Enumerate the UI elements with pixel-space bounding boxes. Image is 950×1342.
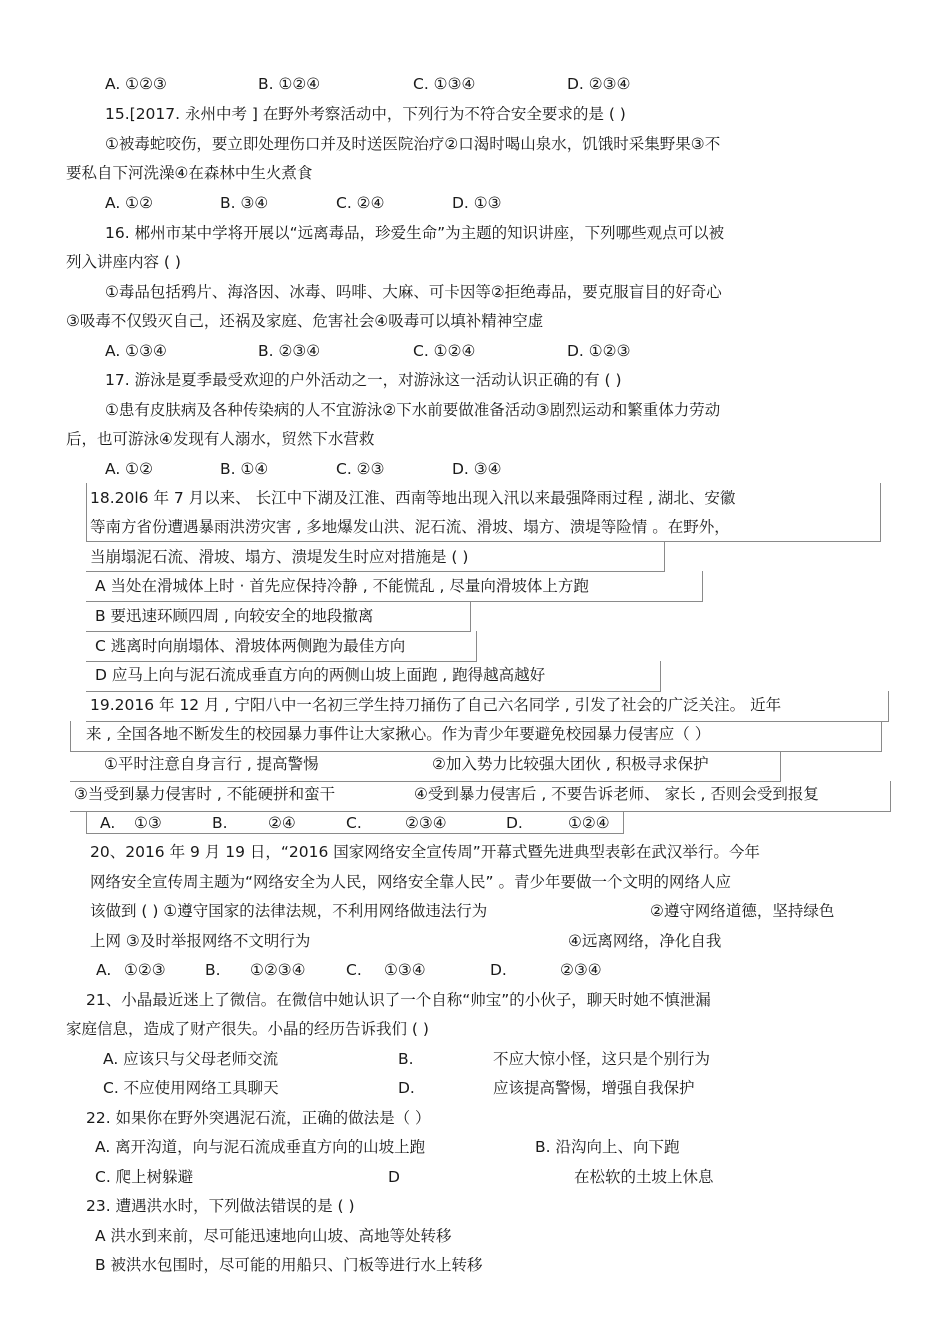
q20-option-b-label: B. [205, 961, 221, 979]
q21-stem-1: 21、小晶最近迷上了微信。在微信中她认识了一个自称“帅宝”的小伙子，聊天时她不慎泄漏 [86, 991, 711, 1009]
q20-option-a-value: ①②③ [124, 961, 166, 979]
q19-option-b-label: B. [212, 814, 228, 832]
q15-statements-2: 要私自下河洗澡④在森林中生火煮食 [66, 164, 313, 182]
q17-option-d: D. ③④ [452, 460, 502, 478]
q20-option-a-label: A. [96, 961, 112, 979]
q19-option-c-value: ②③④ [405, 814, 447, 832]
q21-option-c: C. 不应使用网络工具聊天 [103, 1079, 279, 1097]
q17-statements-2: 后，也可游泳④发现有人溺水，贸然下水营救 [66, 430, 375, 448]
q16-stem-1: 16. 郴州市某中学将开展以“远离毒品，珍爱生命”为主题的知识讲座，下列哪些观点可以被 [105, 224, 725, 242]
q20-statement-3: 上网 ③及时举报网络不文明行为 [90, 932, 311, 950]
q21-option-a: A. 应该只与父母老师交流 [103, 1050, 279, 1068]
q20-stem-1: 20、2016 年 9 月 19 日，“2016 国家网络安全宣传周”开幕式暨先进典型表彰在武汉举行。今年 [90, 843, 760, 861]
q22-stem: 22. 如果你在野外突遇泥石流，正确的做法是（ ） [86, 1109, 431, 1127]
q20-statement-1: 该做到 ( ) ①遵守国家的法律法规，不利用网络做违法行为 [90, 902, 488, 920]
q18-stem-3: 当崩塌泥石流、滑坡、塌方、溃堤发生时应对措施是 ( ) [90, 548, 469, 566]
q16-option-a: A. ①③④ [105, 342, 167, 360]
q20-option-b-value: ①②③④ [250, 961, 306, 979]
q20-statement-2: ②遵守网络道德，坚持绿色 [650, 902, 835, 920]
q16-stem-2: 列入讲座内容 ( ) [66, 253, 181, 271]
q16-statements-2: ③吸毒不仅毁灭自己，还祸及家庭、危害社会④吸毒可以填补精神空虚 [66, 312, 544, 330]
q23-option-a: A 洪水到来前，尽可能迅速地向山坡、高地等处转移 [95, 1227, 452, 1245]
q15-option-d: D. ①③ [452, 194, 502, 212]
q22-option-a: A. 离开沟道，向与泥石流成垂直方向的山坡上跑 [95, 1138, 426, 1156]
q19-statement-2: ②加入势力比较强大团伙 , 积极寻求保护 [432, 755, 709, 773]
q15-stem: 15.[2017. 永州中考 ] 在野外考察活动中，下列行为不符合安全要求的是 ( ) [105, 105, 626, 123]
q22-option-c: C. 爬上树躲避 [95, 1168, 194, 1186]
q16-option-c: C. ①②④ [413, 342, 476, 360]
q21-stem-2: 家庭信息，造成了财产很失。小晶的经历告诉我们 ( ) [66, 1020, 429, 1038]
q21-option-d-label: D. [398, 1079, 415, 1097]
q18-option-c: C 逃离时向崩塌体、滑坡体两侧跑为最佳方向 [95, 637, 406, 655]
q22-option-d-value: 在松软的土坡上休息 [574, 1168, 714, 1186]
q19-stem-1: 19.2016 年 12 月 , 宁阳八中一名初三学生持刀捅伤了自己六名同学 , 引发了社会的广泛关注。 近年 [90, 696, 782, 714]
q14-option-d: D. ②③④ [567, 75, 631, 93]
q19-option-a-value: ①③ [134, 814, 162, 832]
q22-option-d-label: D [388, 1168, 400, 1186]
q15-option-c: C. ②④ [336, 194, 385, 212]
q19-statement-1: ①平时注意自身言行 , 提高警惕 [104, 755, 319, 773]
q14-option-a: A. ①②③ [105, 75, 167, 93]
q16-option-b: B. ②③④ [258, 342, 321, 360]
q16-option-d: D. ①②③ [567, 342, 631, 360]
q15-statements-1: ①被毒蛇咬伤，要立即处理伤口并及时送医院治疗②口渴时喝山泉水，饥饿时采集野果③不 [105, 135, 721, 153]
q18-stem-2: 等南方省份遭遇暴雨洪涝灾害 , 多地爆发山洪、泥石流、滑坡、塌方、溃堤等险情 。在野外， [90, 518, 730, 536]
q19-option-c-label: C. [346, 814, 362, 832]
q17-statements-1: ①患有皮肤病及各种传染病的人不宜游泳②下水前要做准备活动③剧烈运动和繁重体力劳动 [105, 401, 721, 419]
q21-option-b-label: B. [398, 1050, 414, 1068]
q17-option-c: C. ②③ [336, 460, 385, 478]
q19-stem-2: 来 , 全国各地不断发生的校园暴力事件让大家揪心。作为青少年要避免校园暴力侵害应（ ） [86, 725, 711, 743]
q15-option-a: A. ①② [105, 194, 153, 212]
q19-statement-3: ③当受到暴力侵害时 , 不能硬拼和蛮干 [74, 785, 336, 803]
q14-option-c: C. ①③④ [413, 75, 476, 93]
q19-statement-4: ④受到暴力侵害后 , 不要告诉老师、 家长 , 否则会受到报复 [414, 785, 819, 803]
q20-statement-4: ④远离网络，净化自我 [568, 932, 722, 950]
q14-option-b: B. ①②④ [258, 75, 321, 93]
q20-option-d-value: ②③④ [560, 961, 602, 979]
q21-option-d-value: 应该提高警惕，增强自我保护 [493, 1079, 695, 1097]
q18-stem-1: 18.20l6 年 7 月以来、 长江中下湖及江淮、西南等地出现入汛以来最强降雨过程 , 湖北、安徽 [90, 489, 736, 507]
q19-option-a-label: A. [100, 814, 116, 832]
q19-option-d-value: ①②④ [568, 814, 610, 832]
q23-stem: 23. 遭遇洪水时，下列做法错误的是 ( ) [86, 1197, 355, 1215]
q18-option-d: D 应马上向与泥石流成垂直方向的两侧山坡上面跑 , 跑得越高越好 [95, 666, 546, 684]
q22-option-b: B. 沿沟向上、向下跑 [535, 1138, 680, 1156]
q18-option-b: B 要迅速环顾四周 , 向较安全的地段撤离 [95, 607, 374, 625]
q20-option-d-label: D. [490, 961, 507, 979]
q23-option-b: B 被洪水包围时，尽可能的用船只、门板等进行水上转移 [95, 1256, 483, 1274]
q20-option-c-value: ①③④ [384, 961, 426, 979]
q17-stem: 17. 游泳是夏季最受欢迎的户外活动之一，对游泳这一活动认识正确的有 ( ) [105, 371, 622, 389]
q19-option-d-label: D. [506, 814, 523, 832]
q15-option-b: B. ③④ [220, 194, 269, 212]
q20-option-c-label: C. [346, 961, 362, 979]
q18-option-a: A 当处在滑城体上时 · 首先应保持冷静 , 不能慌乱 , 尽量向滑坡体上方跑 [95, 577, 589, 595]
q20-stem-2: 网络安全宣传周主题为“网络安全为人民，网络安全靠人民” 。青少年要做一个文明的网络人应 [90, 873, 731, 891]
q17-option-b: B. ①④ [220, 460, 269, 478]
q21-option-b-value: 不应大惊小怪，这只是个别行为 [493, 1050, 711, 1068]
q17-option-a: A. ①② [105, 460, 153, 478]
q19-option-b-value: ②④ [268, 814, 296, 832]
q16-statements-1: ①毒品包括鸦片、海洛因、冰毒、吗啡、大麻、可卡因等②拒绝毒品，要克服盲目的好奇心 [105, 283, 722, 301]
